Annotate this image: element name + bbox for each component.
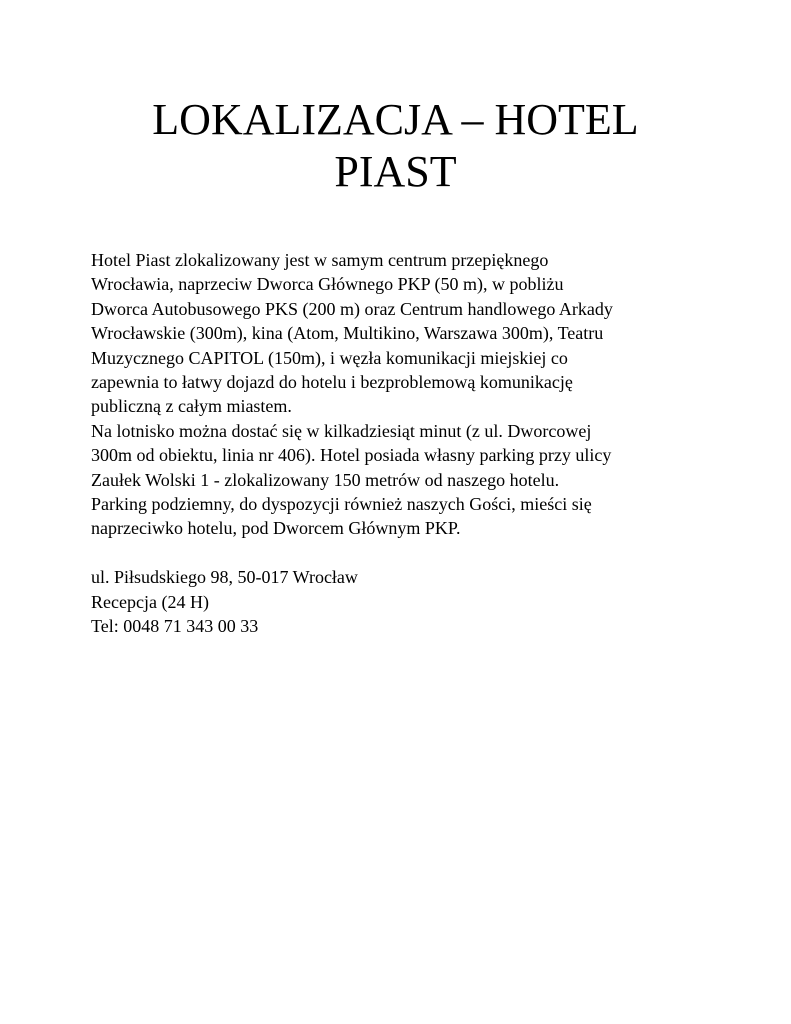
description-line: naprzeciwko hotelu, pod Dworcem Głównym PKP. bbox=[91, 518, 461, 539]
description-line: Zaułek Wolski 1 - zlokalizowany 150 metrów od naszego hotelu. bbox=[91, 469, 560, 490]
paragraph-spacer bbox=[91, 541, 731, 565]
phone-line: Tel: 0048 71 343 00 33 bbox=[91, 616, 259, 637]
title-line-1: LOKALIZACJA – HOTEL bbox=[152, 95, 639, 144]
description-line: Dworca Autobusowego PKS (200 m) oraz Centrum handlowego Arkady bbox=[91, 298, 613, 319]
description-line: publiczną z całym miastem. bbox=[91, 396, 292, 417]
page-title bbox=[60, 94, 731, 198]
description-line: Parking podziemny, do dyspozycji również naszych Gości, mieści się bbox=[91, 494, 592, 515]
description-paragraph bbox=[91, 248, 731, 541]
description-line: Na lotnisko można dostać się w kilkadziesiąt minut (z ul. Dworcowej bbox=[91, 420, 592, 441]
description-line: 300m od obiektu, linia nr 406). Hotel posiada własny parking przy ulicy bbox=[91, 445, 612, 466]
address-line: ul. Piłsudskiego 98, 50-017 Wrocław bbox=[91, 567, 358, 588]
description-line: zapewnia to łatwy dojazd do hotelu i bezproblemową komunikację bbox=[91, 372, 573, 393]
title-line-2: PIAST bbox=[334, 147, 457, 196]
description-line: Hotel Piast zlokalizowany jest w samym centrum przepięknego bbox=[91, 250, 549, 270]
contact-block bbox=[91, 565, 731, 638]
description-line: Wrocławia, naprzeciw Dworca Głównego PKP (50 m), w pobliżu bbox=[91, 274, 564, 295]
body-text bbox=[91, 248, 731, 638]
description-line: Wrocławskie (300m), kina (Atom, Multikino, Warszawa 300m), Teatru bbox=[91, 323, 604, 344]
description-line: Muzycznego CAPITOL (150m), i węzła komunikacji miejskiej co bbox=[91, 347, 568, 368]
reception-line: Recepcja (24 H) bbox=[91, 591, 209, 612]
